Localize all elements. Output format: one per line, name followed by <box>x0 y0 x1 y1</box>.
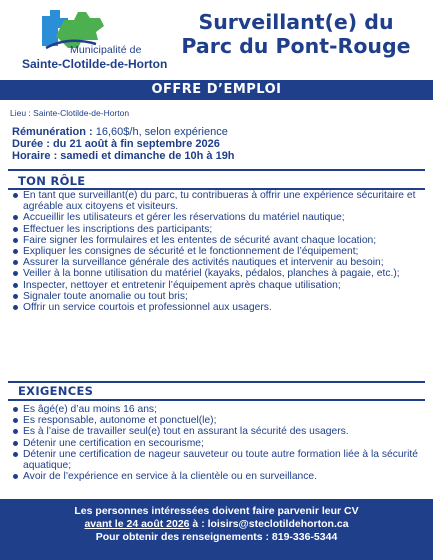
section-divider <box>8 169 425 171</box>
location-label: Lieu : <box>10 108 31 118</box>
footer-line-1: Les personnes intéressées doivent faire parvenir leur CV <box>74 505 359 517</box>
schedule-line: Horaire : samedi et dimanche de 10h à 19h <box>12 150 235 162</box>
list-item: Avoir de l’expérience en service à la clientèle ou en surveillance. <box>12 471 422 482</box>
list-item: Es âgé(e) d’au moins 16 ans; <box>12 404 422 415</box>
list-item: Détenir une certification de nageur sauveteur ou toute autre formation liée à la sécurité aquatique; <box>12 449 422 471</box>
list-item: Expliquer les consignes de sécurité et le fonctionnement de l’équipement; <box>12 246 422 257</box>
remuneration-value: 16,60$/h, selon expérience <box>95 126 228 138</box>
logo-text-name: Sainte-Clotilde-de-Horton <box>22 57 168 71</box>
duration-line: Durée : du 21 août à fin septembre 2026 <box>12 138 220 150</box>
list-item: Es responsable, autonome et ponctuel(le); <box>12 415 422 426</box>
title-line-1: Surveillant(e) du <box>198 10 394 34</box>
title-line-2: Parc du Pont-Rouge <box>181 34 411 58</box>
deadline-text: avant le 24 août 2026 <box>84 518 190 530</box>
list-item: Accueillir les utilisateurs et gérer les réservations du matériel nautique; <box>12 212 422 223</box>
list-item: En tant que surveillant(e) du parc, tu contribueras à offrir une expérience sécuritaire et agréable aux citoyens et visiteurs. <box>12 190 422 212</box>
remuneration-label: Rémunération : <box>12 126 93 138</box>
list-item: Signaler toute anomalie ou tout bris; <box>12 291 422 302</box>
requirements-section-title: EXIGENCES <box>18 384 94 398</box>
section-divider <box>8 381 425 383</box>
municipality-logo <box>14 6 168 76</box>
list-item: Veiller à la bonne utilisation du matériel (kayaks, pédalos, planches à pagaie, etc.); <box>12 268 422 279</box>
contact-email-text[interactable]: à : loisirs@steclotildehorton.ca <box>189 518 349 530</box>
list-item: Offrir un service courtois et professionnel aux usagers. <box>12 302 422 313</box>
list-item: Assurer la surveillance générale des activités nautiques et intervenir au besoin; <box>12 257 422 268</box>
list-item: Détenir une certification en secourisme; <box>12 438 422 449</box>
requirements-list <box>12 404 422 482</box>
list-item: Inspecter, nettoyer et entretenir l’équipement après chaque utilisation; <box>12 280 422 291</box>
list-item: Effectuer les inscriptions des participants; <box>12 224 422 235</box>
job-details <box>12 126 235 162</box>
list-item: Es à l’aise de travailler seul(e) tout en assurant la sécurité des usagers. <box>12 426 422 437</box>
page-title <box>168 10 424 58</box>
remuneration-line <box>12 126 235 138</box>
list-item: Faire signer les formulaires et les ententes de sécurité avant chaque location; <box>12 235 422 246</box>
role-section-title: TON RÔLE <box>18 174 86 188</box>
section-divider <box>8 399 425 401</box>
footer-line-2 <box>0 518 433 531</box>
location-value: Sainte-Clotilde-de-Horton <box>33 108 130 118</box>
contact-footer <box>0 499 433 560</box>
logo-text-municipalite: Municipalité de <box>70 44 142 56</box>
footer-line-3: Pour obtenir des renseignements : 819-336-5344 <box>95 531 338 543</box>
job-offer-banner: OFFRE D’EMPLOI <box>0 80 433 100</box>
role-list <box>12 190 422 313</box>
location-line <box>10 108 129 118</box>
